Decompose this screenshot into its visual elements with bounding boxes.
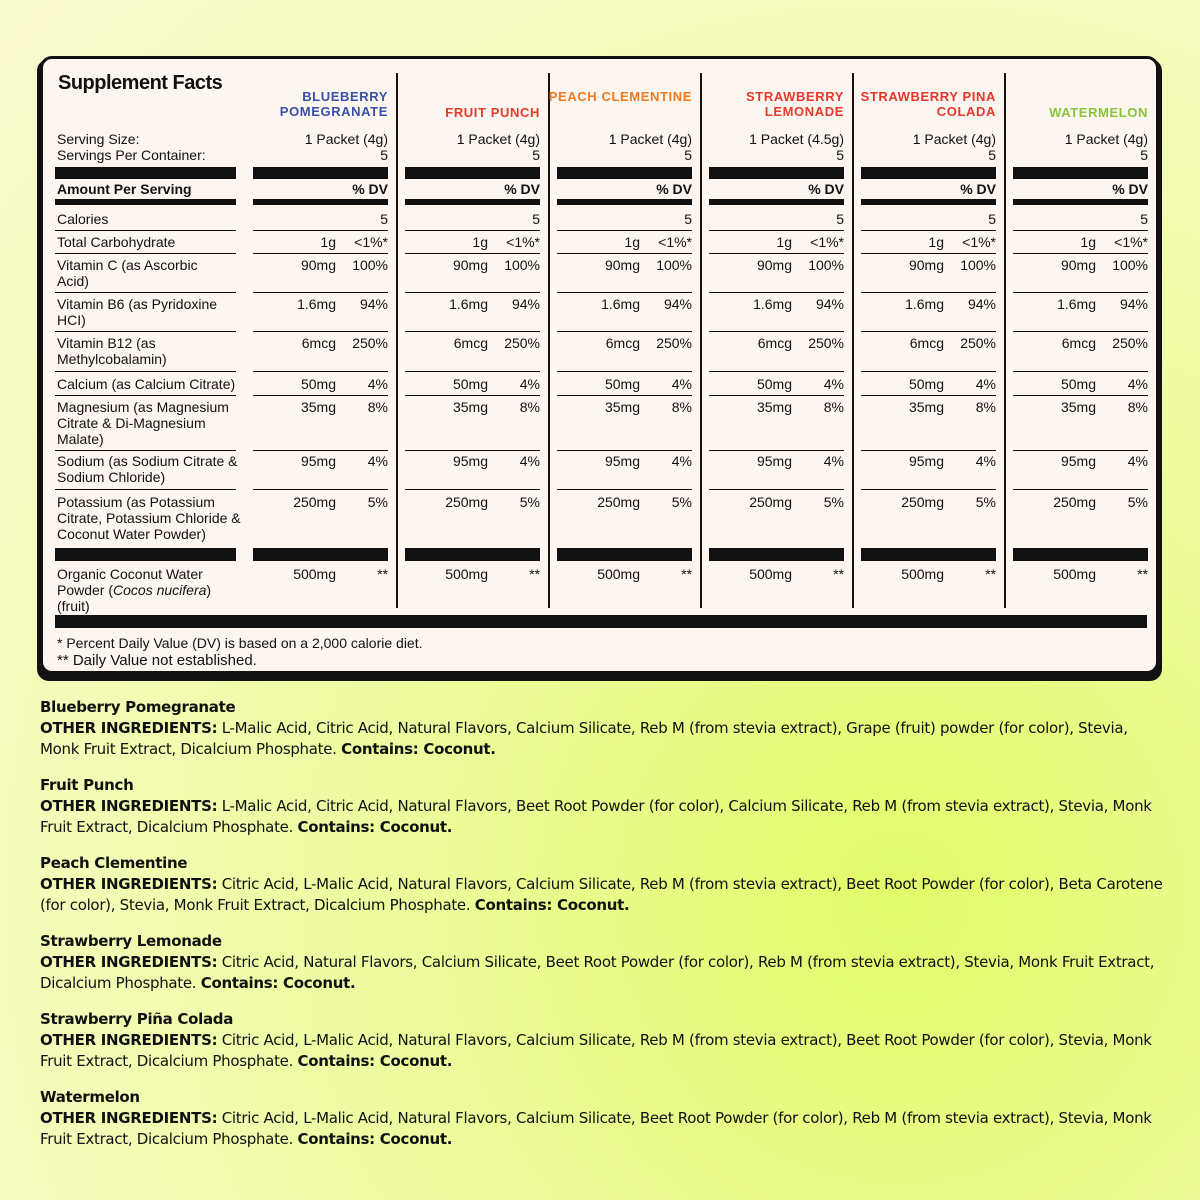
row-label-magnesium: Magnesium (as Magnesium Citrate & Di-Magnesium Malate) [57,399,229,447]
b6-dv: 94% [815,296,844,312]
flavor-column [704,73,844,608]
column-row-rule [861,230,996,231]
column-medium-bar [861,199,996,205]
column-row-rule [709,395,844,396]
coconut-dv: ** [833,566,844,582]
coconut-dv: ** [529,566,540,582]
column-row-rule [1013,292,1148,293]
b6-amount: 1.6mg [1057,296,1096,312]
column-row-rule [1013,230,1148,231]
column-thick-bar [1013,548,1148,561]
sodium-amount: 95mg [452,453,488,469]
other-ingredients-label: OTHER INGREDIENTS: [40,953,218,971]
contains-label: Contains: Coconut. [200,974,356,992]
row-label-carbohydrate: Total Carbohydrate [57,234,176,250]
row-rule [55,395,236,396]
b6-amount: 1.6mg [905,296,944,312]
column-row-rule [1013,371,1148,372]
b12-amount: 6mcg [757,335,792,351]
coconut-dv: ** [1137,566,1148,582]
magnesium-amount: 35mg [1060,399,1096,415]
calcium-amount: 50mg [756,376,792,392]
sodium-dv: 4% [1127,453,1148,469]
ingredient-flavor-name: Strawberry Piña Colada [40,1010,234,1028]
column-row-rule [557,253,692,254]
column-row-rule [253,331,388,332]
flavor-name: STRAWBERRY PINA COLADA [860,89,996,119]
row-label-potassium: Potassium (as Potassium Citrate, Potassium Chloride & Coconut Water Powder) [57,494,241,542]
carb-amount: 1g [320,234,336,250]
carb-dv: <1%* [506,234,540,250]
serving-size-value: 1 Packet (4.5g) [749,131,844,147]
magnesium-amount: 35mg [604,399,640,415]
footnote-not-established: ** Daily Value not established. [57,652,257,669]
column-row-rule [253,395,388,396]
vitc-dv: 100% [656,257,692,273]
ingredient-list: Citric Acid, L-Malic Acid, Natural Flavors, Calcium Silicate, Reb M (from stevia extract), Beet Root Powder (for color), Stevia, Monk Fruit Extract, Dicalcium Phosphate. [40,1031,1152,1070]
column-row-rule [557,331,692,332]
column-row-rule [709,253,844,254]
row-rule [55,292,236,293]
magnesium-dv: 8% [975,399,996,415]
potassium-amount: 250mg [597,494,640,510]
row-rule [55,331,236,332]
calcium-amount: 50mg [604,376,640,392]
row-label-vitamin-c: Vitamin C (as Ascorbic Acid) [57,257,198,289]
servings-value: 5 [684,147,692,163]
ingredient-flavor-name: Fruit Punch [40,776,134,794]
vitc-dv: 100% [808,257,844,273]
column-row-rule [405,253,540,254]
column-row-rule [557,371,692,372]
other-ingredients-label: OTHER INGREDIENTS: [40,1031,218,1049]
contains-label: Contains: Coconut. [297,818,453,836]
column-separator [1004,73,1006,608]
b6-amount: 1.6mg [297,296,336,312]
calcium-dv: 4% [671,376,692,392]
ingredient-block [40,697,1170,760]
vitc-amount: 90mg [1060,257,1096,273]
column-row-rule [709,371,844,372]
sodium-dv: 4% [671,453,692,469]
coconut-amount: 500mg [749,566,792,582]
column-row-rule [861,450,996,451]
calcium-amount: 50mg [300,376,336,392]
b12-dv: 250% [808,335,844,351]
dv-header: % DV [1112,181,1148,197]
column-row-rule [709,230,844,231]
column-thick-bar [709,167,844,179]
column-row-rule [253,450,388,451]
calcium-amount: 50mg [908,376,944,392]
carb-dv: <1%* [354,234,388,250]
potassium-amount: 250mg [749,494,792,510]
other-ingredients-label: OTHER INGREDIENTS: [40,797,218,815]
contains-label: Contains: Coconut. [341,740,496,758]
column-medium-bar [405,199,540,205]
coconut-amount: 500mg [445,566,488,582]
column-thick-bar [405,167,540,179]
calcium-amount: 50mg [1060,376,1096,392]
magnesium-amount: 35mg [756,399,792,415]
serving-size-value: 1 Packet (4g) [1064,131,1148,147]
ingredient-list: Citric Acid, L-Malic Acid, Natural Flavors, Calcium Silicate, Reb M (from stevia extract), Beet Root Powder (for color), Beta Carotene (for color), Stevia, Monk Fruit Extract, Dicalcium Phosphate. [40,875,1163,914]
serving-size-value: 1 Packet (4g) [912,131,996,147]
column-row-rule [709,331,844,332]
sodium-amount: 95mg [300,453,336,469]
ingredient-list: L-Malic Acid, Citric Acid, Natural Flavors, Calcium Silicate, Reb M (from stevia extract), Grape (fruit) powder (for color), Stevia, Monk Fruit Extract, Dicalcium Phosphate. [40,719,1128,758]
flavor-name: STRAWBERRY LEMONADE [746,89,844,119]
dv-header: % DV [808,181,844,197]
column-row-rule [709,489,844,490]
column-row-rule [557,230,692,231]
sodium-amount: 95mg [756,453,792,469]
column-medium-bar [557,199,692,205]
column-row-rule [709,292,844,293]
carb-dv: <1%* [810,234,844,250]
column-row-rule [253,489,388,490]
carb-amount: 1g [776,234,792,250]
magnesium-dv: 8% [367,399,388,415]
column-separator [852,73,854,608]
potassium-amount: 250mg [293,494,336,510]
column-thick-bar [557,548,692,561]
vitc-dv: 100% [960,257,996,273]
magnesium-dv: 8% [1127,399,1148,415]
column-thick-bar [861,167,996,179]
b12-amount: 6mcg [605,335,640,351]
magnesium-dv: 8% [519,399,540,415]
row-label-vitamin-b6: Vitamin B6 (as Pyridoxine HCI) [57,296,218,328]
column-row-rule [405,450,540,451]
sodium-amount: 95mg [908,453,944,469]
calories-value: 5 [836,211,844,227]
flavor-name: WATERMELON [1049,105,1148,120]
ingredient-flavor-name: Peach Clementine [40,854,188,872]
column-row-rule [405,395,540,396]
serving-size-value: 1 Packet (4g) [456,131,540,147]
coconut-dv: ** [377,566,388,582]
ingredient-block [40,1087,1170,1150]
potassium-dv: 5% [1127,494,1148,510]
row-label-calcium: Calcium (as Calcium Citrate) [57,376,236,392]
column-row-rule [1013,450,1148,451]
ingredient-list: Citric Acid, L-Malic Acid, Natural Flavors, Calcium Silicate, Beet Root Powder (for color), Reb M (from stevia extract), Stevia, Monk Fruit Extract, Dicalcium Phosphate. [40,1109,1152,1148]
flavor-column [248,73,388,608]
vitc-amount: 90mg [908,257,944,273]
sodium-dv: 4% [823,453,844,469]
column-separator [548,73,550,608]
b6-amount: 1.6mg [753,296,792,312]
coconut-amount: 500mg [597,566,640,582]
carb-dv: <1%* [962,234,996,250]
carb-amount: 1g [928,234,944,250]
other-ingredients-label: OTHER INGREDIENTS: [40,1109,218,1127]
sodium-amount: 95mg [604,453,640,469]
coconut-amount: 500mg [901,566,944,582]
column-medium-bar [253,199,388,205]
coconut-amount: 500mg [1053,566,1096,582]
column-thick-bar [709,548,844,561]
b6-dv: 94% [663,296,692,312]
facts-title: Supplement Facts [58,72,223,94]
servings-value: 5 [988,147,996,163]
column-medium-bar [709,199,844,205]
potassium-amount: 250mg [901,494,944,510]
magnesium-amount: 35mg [300,399,336,415]
b12-amount: 6mcg [453,335,488,351]
magnesium-dv: 8% [823,399,844,415]
carb-dv: <1%* [658,234,692,250]
potassium-dv: 5% [671,494,692,510]
potassium-dv: 5% [823,494,844,510]
column-row-rule [861,489,996,490]
column-row-rule [405,371,540,372]
row-rule [55,230,236,231]
flavor-name: FRUIT PUNCH [445,105,540,120]
column-thick-bar [1013,167,1148,179]
carb-amount: 1g [624,234,640,250]
calcium-dv: 4% [975,376,996,392]
column-row-rule [861,292,996,293]
calories-value: 5 [988,211,996,227]
b12-dv: 250% [352,335,388,351]
row-rule [55,253,236,254]
flavor-column [548,73,692,608]
magnesium-dv: 8% [671,399,692,415]
contains-label: Contains: Coconut. [474,896,630,914]
column-row-rule [557,450,692,451]
column-row-rule [1013,253,1148,254]
carb-dv: <1%* [1114,234,1148,250]
label-medium-bar [55,199,236,205]
column-thick-bar [557,167,692,179]
flavor-column [400,73,540,608]
dv-header: % DV [960,181,996,197]
servings-per-container-label: Servings Per Container: [57,147,206,163]
potassium-dv: 5% [367,494,388,510]
serving-size-label: Serving Size: [57,131,140,147]
column-row-rule [861,331,996,332]
row-label-sodium: Sodium (as Sodium Citrate & Sodium Chloride) [57,453,238,485]
sodium-dv: 4% [975,453,996,469]
potassium-dv: 5% [519,494,540,510]
supplement-facts-panel [40,56,1159,674]
other-ingredients-label: OTHER INGREDIENTS: [40,875,218,893]
ingredient-list: L-Malic Acid, Citric Acid, Natural Flavors, Beet Root Powder (for color), Calcium Silicate, Reb M (from stevia extract), Stevia, Monk Fruit Extract, Dicalcium Phosphate. [40,797,1152,836]
dv-header: % DV [352,181,388,197]
servings-value: 5 [380,147,388,163]
b12-dv: 250% [960,335,996,351]
calcium-dv: 4% [519,376,540,392]
row-label-vitamin-b12: Vitamin B12 (as Methylcobalamin) [57,335,167,367]
column-row-rule [557,489,692,490]
column-row-rule [861,395,996,396]
potassium-dv: 5% [975,494,996,510]
column-row-rule [709,450,844,451]
column-thick-bar [253,167,388,179]
serving-size-value: 1 Packet (4g) [608,131,692,147]
vitc-amount: 90mg [604,257,640,273]
column-thick-bar [405,548,540,561]
b12-amount: 6mcg [909,335,944,351]
column-row-rule [861,253,996,254]
column-row-rule [1013,331,1148,332]
b6-dv: 94% [1119,296,1148,312]
calories-value: 5 [684,211,692,227]
ingredient-block [40,1009,1170,1072]
sodium-dv: 4% [519,453,540,469]
row-label-coconut-water: Organic Coconut Water Powder (Cocos nucifera) (fruit) [57,566,212,614]
column-separator [396,73,398,608]
coconut-amount: 500mg [293,566,336,582]
row-rule [55,371,236,372]
servings-value: 5 [836,147,844,163]
b12-amount: 6mcg [301,335,336,351]
potassium-amount: 250mg [1053,494,1096,510]
column-row-rule [1013,489,1148,490]
serving-size-value: 1 Packet (4g) [304,131,388,147]
column-thick-bar [861,548,996,561]
column-row-rule [861,371,996,372]
b6-dv: 94% [359,296,388,312]
footnote-dv: * Percent Daily Value (DV) is based on a 2,000 calorie diet. [57,635,423,651]
dv-header: % DV [504,181,540,197]
servings-value: 5 [1140,147,1148,163]
ingredient-block [40,853,1170,916]
b12-dv: 250% [656,335,692,351]
vitc-amount: 90mg [452,257,488,273]
row-label-calories: Calories [57,211,109,227]
sodium-amount: 95mg [1060,453,1096,469]
column-row-rule [405,331,540,332]
contains-label: Contains: Coconut. [297,1130,453,1148]
coconut-dv: ** [681,566,692,582]
column-row-rule [405,489,540,490]
ingredient-block [40,775,1170,838]
ingredient-list: Citric Acid, Natural Flavors, Calcium Silicate, Beet Root Powder (for color), Reb M (from stevia extract), Stevia, Monk Fruit Extract, Dicalcium Phosphate. [40,953,1155,992]
contains-label: Contains: Coconut. [297,1052,453,1070]
calories-value: 5 [380,211,388,227]
vitc-dv: 100% [352,257,388,273]
magnesium-amount: 35mg [452,399,488,415]
column-medium-bar [1013,199,1148,205]
bottom-thick-bar [55,615,1147,628]
coconut-dv: ** [985,566,996,582]
column-row-rule [253,292,388,293]
column-row-rule [253,230,388,231]
vitc-dv: 100% [1112,257,1148,273]
servings-value: 5 [532,147,540,163]
column-row-rule [405,292,540,293]
flavor-column [1008,73,1148,608]
flavor-column [856,73,996,608]
ingredient-flavor-name: Watermelon [40,1088,140,1106]
column-separator [700,73,702,608]
ingredient-block [40,931,1170,994]
b12-amount: 6mcg [1061,335,1096,351]
sodium-dv: 4% [367,453,388,469]
column-thick-bar [253,548,388,561]
carb-amount: 1g [1080,234,1096,250]
carb-amount: 1g [472,234,488,250]
flavor-name: BLUEBERRY POMEGRANATE [279,89,388,119]
potassium-amount: 250mg [445,494,488,510]
column-row-rule [557,292,692,293]
column-row-rule [557,395,692,396]
b12-dv: 250% [1112,335,1148,351]
b6-dv: 94% [967,296,996,312]
b12-dv: 250% [504,335,540,351]
ingredient-flavor-name: Blueberry Pomegranate [40,698,236,716]
flavor-name: PEACH CLEMENTINE [548,89,692,104]
calories-value: 5 [1140,211,1148,227]
row-rule [55,489,236,490]
dv-header: % DV [656,181,692,197]
calcium-dv: 4% [1127,376,1148,392]
ingredient-flavor-name: Strawberry Lemonade [40,932,222,950]
calcium-amount: 50mg [452,376,488,392]
row-rule [55,450,236,451]
label-thick-bar [55,548,236,561]
calcium-dv: 4% [367,376,388,392]
calcium-dv: 4% [823,376,844,392]
column-row-rule [405,230,540,231]
vitc-dv: 100% [504,257,540,273]
label-thick-bar [55,167,236,179]
column-row-rule [253,253,388,254]
calories-value: 5 [532,211,540,227]
magnesium-amount: 35mg [908,399,944,415]
other-ingredients-label: OTHER INGREDIENTS: [40,719,218,737]
column-row-rule [253,371,388,372]
vitc-amount: 90mg [756,257,792,273]
amount-per-serving-label: Amount Per Serving [57,181,192,197]
b6-amount: 1.6mg [449,296,488,312]
b6-dv: 94% [511,296,540,312]
vitc-amount: 90mg [300,257,336,273]
b6-amount: 1.6mg [601,296,640,312]
column-row-rule [1013,395,1148,396]
